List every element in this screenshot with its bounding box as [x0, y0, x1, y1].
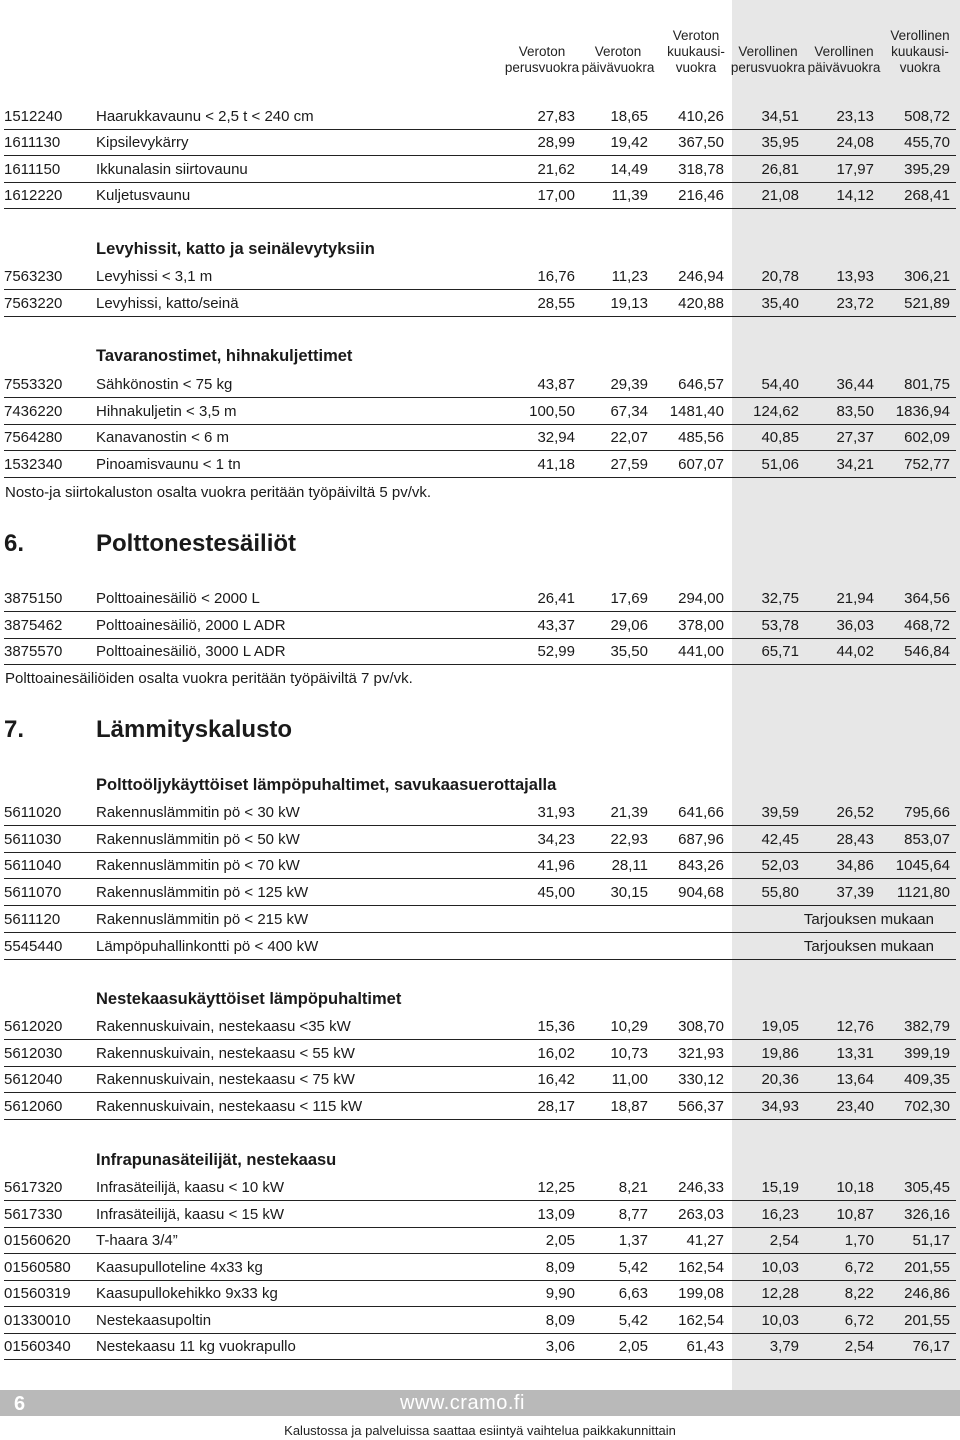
item-name: Kaasupullokehikko 9x33 kg — [96, 1285, 278, 1302]
price-cell: 321,93 — [678, 1044, 724, 1062]
price-cell: 22,07 — [610, 429, 648, 446]
price-cell: 409,35 — [904, 1071, 950, 1088]
price-cell: 420,88 — [678, 295, 724, 312]
price-cell: 34,51 — [761, 108, 799, 125]
price-cell: 44,02 — [836, 643, 874, 660]
item-name: Lämpöpuhallinkontti pö < 400 kW — [96, 937, 319, 955]
website-url: www.cramo.fi — [400, 1392, 525, 1414]
price-cell: 11,00 — [611, 1071, 648, 1088]
price-cell: 395,29 — [904, 160, 950, 178]
price-cell: 162,54 — [678, 1258, 724, 1276]
price-cell: 5,42 — [618, 1258, 648, 1276]
price-cell: 22,93 — [610, 830, 648, 848]
price-cell: 10,29 — [610, 1018, 648, 1035]
price-cell: 8,22 — [844, 1285, 874, 1302]
item-name: Infrasäteilijä, kaasu < 10 kW — [96, 1179, 285, 1196]
price-cell: 5,42 — [618, 1311, 648, 1329]
item-name: Rakennuslämmitin pö < 30 kW — [96, 804, 300, 821]
price-cell: 441,00 — [678, 643, 724, 660]
header-veroton-kuukausivuokra: Veroton kuukausi- vuokra — [667, 28, 725, 75]
price-cell: 35,95 — [761, 134, 799, 152]
item-name: Polttoainesäiliö, 3000 L ADR — [96, 643, 286, 660]
price-cell: 1836,94 — [895, 402, 950, 420]
price-cell: 23,72 — [836, 295, 874, 312]
price-cell: 201,55 — [904, 1311, 950, 1329]
price-cell: 11,23 — [611, 268, 648, 285]
price-cell: 382,79 — [904, 1018, 950, 1035]
price-cell: 13,31 — [836, 1044, 874, 1062]
price-cell: 13,64 — [836, 1071, 874, 1088]
item-code: 01560580 — [4, 1258, 71, 1276]
group-heading-polttooljykayttoiset: Polttoöljykäyttöiset lämpöpuhaltimet, savukaasuerottajalla — [96, 776, 557, 794]
price-cell: 12,76 — [836, 1018, 874, 1035]
table-row — [4, 452, 956, 478]
price-cell: 10,87 — [836, 1205, 874, 1223]
price-cell: 27,59 — [610, 455, 648, 473]
price-cell: 19,05 — [761, 1018, 799, 1035]
item-code: 01330010 — [4, 1311, 71, 1329]
price-cell: 18,87 — [610, 1097, 648, 1115]
price-cell: 55,80 — [761, 883, 799, 901]
price-cell: 19,42 — [610, 134, 648, 152]
price-cell: 32,94 — [537, 429, 575, 446]
section-title-polttonestesailiot: Polttonestesäiliöt — [96, 530, 297, 557]
price-cell: 508,72 — [904, 108, 950, 125]
group-heading-tavaranostimet: Tavaranostimet, hihnakuljettimet — [96, 347, 353, 365]
table-row — [4, 183, 956, 209]
table-row — [4, 853, 956, 879]
item-name: Infrasäteilijä, kaasu < 15 kW — [96, 1205, 285, 1223]
price-cell: 27,37 — [836, 429, 874, 446]
price-cell: 31,93 — [537, 804, 575, 821]
price-cell: 24,08 — [836, 134, 874, 152]
price-cell: 17,97 — [836, 160, 874, 178]
price-cell: 246,86 — [904, 1285, 950, 1302]
price-cell: 199,08 — [678, 1285, 724, 1302]
item-name: Rakennuskuivain, nestekaasu < 75 kW — [96, 1071, 355, 1088]
price-cell: 162,54 — [678, 1311, 724, 1329]
price-cell: 455,70 — [904, 134, 950, 152]
price-cell: 10,03 — [761, 1311, 799, 1329]
price-cell: 566,37 — [678, 1097, 724, 1115]
item-name: Levyhissi < 3,1 m — [96, 268, 213, 285]
item-name: Sähkönostin < 75 kg — [96, 376, 233, 393]
header-verollinen-paivavuokra: Verollinen päivävuokra — [807, 44, 881, 75]
price-cell: 263,03 — [678, 1205, 724, 1223]
item-name: Nestekaasu 11 kg vuokrapullo — [96, 1338, 296, 1355]
table-row — [4, 800, 956, 826]
price-cell: 13,09 — [537, 1205, 575, 1223]
price-cell: 34,93 — [761, 1097, 799, 1115]
item-name: Rakennuskuivain, nestekaasu < 55 kW — [96, 1044, 355, 1062]
price-cell: 17,00 — [537, 186, 575, 204]
price-cell: 61,43 — [686, 1338, 724, 1355]
item-name: Kipsilevykärry — [96, 134, 189, 152]
item-code: 7564280 — [4, 429, 63, 446]
price-cell: 546,84 — [904, 643, 950, 660]
item-name: Haarukkavaunu < 2,5 t < 240 cm — [96, 108, 314, 125]
table-row — [4, 1014, 956, 1040]
item-name: Pinoamisvaunu < 1 tn — [96, 455, 241, 473]
price-cell: 18,65 — [610, 108, 648, 125]
section-number-6: 6. — [4, 530, 25, 557]
price-cell: 246,94 — [678, 268, 724, 285]
table-row — [4, 880, 956, 906]
price-cell: 378,00 — [678, 616, 724, 634]
table-row — [4, 1334, 956, 1360]
section-title-lammityskalusto: Lämmityskalusto — [96, 716, 293, 743]
price-cell: 801,75 — [904, 376, 950, 393]
price-cell: 54,40 — [761, 376, 799, 393]
price-cell: 201,55 — [904, 1258, 950, 1276]
price-cell: 904,68 — [678, 883, 724, 901]
price-cell: 21,39 — [610, 804, 648, 821]
price-cell: 702,30 — [904, 1097, 950, 1115]
price-cell: 29,39 — [610, 376, 648, 393]
item-code: 5611040 — [4, 857, 62, 874]
price-cell: 646,57 — [678, 376, 724, 393]
price-cell: 853,07 — [904, 830, 950, 848]
table-row — [4, 1041, 956, 1067]
price-cell: 43,37 — [537, 616, 575, 634]
item-code: 5612020 — [4, 1018, 63, 1035]
price-cell: 305,45 — [904, 1179, 950, 1196]
note-polttoainesailiot: Polttoainesäiliöiden osalta vuokra peritään työpäiviltä 7 pv/vk. — [5, 670, 413, 687]
price-cell: 29,06 — [610, 616, 648, 634]
price-cell: 2,05 — [545, 1232, 575, 1249]
item-name: T-haara 3/4” — [96, 1232, 178, 1249]
price-cell: 1,70 — [844, 1232, 874, 1249]
price-cell: 53,78 — [761, 616, 799, 634]
price-cell: 15,36 — [537, 1018, 575, 1035]
item-code: 5611070 — [4, 883, 62, 901]
price-cell: 485,56 — [678, 429, 724, 446]
price-cell: 51,06 — [761, 455, 799, 473]
price-cell: 40,85 — [761, 429, 799, 446]
table-row — [4, 1067, 956, 1093]
header-verollinen-kuukausivuokra: Verollinen kuukausi- vuokra — [890, 28, 950, 75]
price-cell: 35,40 — [761, 295, 799, 312]
item-name: Rakennuskuivain, nestekaasu <35 kW — [96, 1018, 351, 1035]
price-by-quote: Tarjouksen mukaan — [803, 937, 934, 955]
price-cell: 26,52 — [836, 804, 874, 821]
item-code: 7553320 — [4, 376, 63, 393]
price-cell: 13,93 — [836, 268, 874, 285]
price-cell: 12,25 — [537, 1179, 575, 1196]
price-cell: 216,46 — [678, 186, 724, 204]
table-row — [4, 1281, 956, 1307]
price-cell: 19,86 — [761, 1044, 799, 1062]
price-cell: 34,21 — [836, 455, 874, 473]
table-row — [4, 157, 956, 183]
item-code: 5545440 — [4, 937, 63, 955]
item-code: 5617330 — [4, 1205, 63, 1223]
price-cell: 28,17 — [537, 1097, 575, 1115]
price-cell: 8,09 — [545, 1258, 575, 1276]
price-cell: 10,73 — [610, 1044, 648, 1062]
item-code: 01560340 — [4, 1338, 71, 1355]
item-code: 3875150 — [4, 590, 63, 607]
table-row — [4, 372, 956, 398]
price-cell: 14,49 — [610, 160, 648, 178]
price-cell: 100,50 — [529, 402, 575, 420]
price-cell: 26,81 — [761, 160, 799, 178]
price-cell: 1,37 — [618, 1232, 648, 1249]
table-row — [4, 399, 956, 425]
price-cell: 20,36 — [761, 1071, 799, 1088]
price-cell: 28,55 — [537, 295, 575, 312]
table-row — [4, 1202, 956, 1228]
item-code: 5612030 — [4, 1044, 63, 1062]
price-cell: 294,00 — [678, 590, 724, 607]
price-cell: 1121,80 — [896, 883, 950, 901]
item-code: 01560620 — [4, 1232, 71, 1249]
price-cell: 21,62 — [537, 160, 575, 178]
item-name: Rakennuskuivain, nestekaasu < 115 kW — [96, 1097, 363, 1115]
header-veroton-perusvuokra: Veroton perusvuokra — [504, 44, 580, 75]
price-cell: 602,09 — [904, 429, 950, 446]
price-cell: 1481,40 — [669, 402, 724, 420]
table-row — [4, 1175, 956, 1201]
footer-disclaimer: Kalustossa ja palveluissa saattaa esiintyä vaihtelua paikkakunnittain — [284, 1423, 676, 1438]
item-name: Rakennuslämmitin pö < 50 kW — [96, 830, 300, 848]
table-row — [4, 934, 956, 960]
price-cell: 6,63 — [618, 1285, 648, 1302]
price-cell: 364,56 — [904, 590, 950, 607]
item-name: Nestekaasupoltin — [96, 1311, 212, 1329]
item-name: Polttoainesäiliö < 2000 L — [96, 590, 260, 607]
price-cell: 21,08 — [761, 186, 799, 204]
price-by-quote: Tarjouksen mukaan — [803, 911, 934, 928]
price-cell: 20,78 — [761, 268, 799, 285]
price-cell: 32,75 — [761, 590, 799, 607]
table-row — [4, 425, 956, 451]
item-name: Hihnakuljetin < 3,5 m — [96, 402, 237, 420]
price-cell: 16,42 — [537, 1071, 575, 1088]
price-cell: 9,90 — [545, 1285, 575, 1302]
price-cell: 367,50 — [678, 134, 724, 152]
item-name: Rakennuslämmitin pö < 215 kW — [96, 911, 309, 928]
price-cell: 52,03 — [761, 857, 799, 874]
price-cell: 3,06 — [545, 1338, 575, 1355]
price-cell: 23,40 — [836, 1097, 874, 1115]
price-cell: 65,71 — [761, 643, 799, 660]
item-code: 5617320 — [4, 1179, 63, 1196]
price-cell: 268,41 — [904, 186, 950, 204]
item-code: 7436220 — [4, 402, 63, 420]
price-cell: 30,15 — [610, 883, 648, 901]
item-code: 5611120 — [4, 911, 61, 928]
item-code: 1612220 — [4, 186, 63, 204]
price-cell: 410,26 — [678, 108, 724, 125]
group-heading-infrapunasateilijat: Infrapunasäteilijät, nestekaasu — [96, 1151, 337, 1169]
section-number-7: 7. — [4, 716, 25, 743]
item-name: Kaasupulloteline 4x33 kg — [96, 1258, 263, 1276]
price-cell: 39,59 — [761, 804, 799, 821]
price-cell: 35,50 — [610, 643, 648, 660]
price-cell: 16,23 — [761, 1205, 799, 1223]
price-cell: 34,86 — [836, 857, 874, 874]
price-cell: 11,39 — [611, 186, 648, 204]
table-row — [4, 291, 956, 317]
item-name: Kanavanostin < 6 m — [96, 429, 230, 446]
table-row — [4, 130, 956, 156]
item-name: Levyhissi, katto/seinä — [96, 295, 239, 312]
price-cell: 23,13 — [836, 108, 874, 125]
price-cell: 306,21 — [904, 268, 950, 285]
price-cell: 14,12 — [836, 186, 874, 204]
price-cell: 34,23 — [537, 830, 575, 848]
price-cell: 28,99 — [537, 134, 575, 152]
price-cell: 16,02 — [537, 1044, 575, 1062]
price-cell: 41,18 — [537, 455, 575, 473]
price-cell: 2,05 — [618, 1338, 648, 1355]
table-row — [4, 639, 956, 665]
table-row — [4, 264, 956, 290]
price-cell: 308,70 — [678, 1018, 724, 1035]
price-cell: 15,19 — [761, 1179, 799, 1196]
table-row — [4, 104, 956, 130]
price-cell: 37,39 — [836, 883, 874, 901]
header-veroton-paivavuokra: Veroton päivävuokra — [581, 44, 655, 75]
item-code: 1611150 — [4, 160, 61, 178]
item-name: Rakennuslämmitin pö < 70 kW — [96, 857, 300, 874]
price-cell: 246,33 — [678, 1179, 724, 1196]
item-name: Ikkunalasin siirtovaunu — [96, 160, 248, 178]
price-cell: 27,83 — [537, 108, 575, 125]
price-cell: 1045,64 — [895, 857, 950, 874]
price-cell: 67,34 — [610, 402, 648, 420]
price-cell: 51,17 — [912, 1232, 950, 1249]
price-cell: 43,87 — [537, 376, 575, 393]
price-cell: 41,96 — [537, 857, 575, 874]
item-code: 5612040 — [4, 1071, 63, 1088]
table-row — [4, 907, 956, 933]
price-cell: 687,96 — [678, 830, 724, 848]
price-cell: 607,07 — [678, 455, 724, 473]
price-cell: 399,19 — [904, 1044, 950, 1062]
price-cell: 36,44 — [836, 376, 874, 393]
table-row — [4, 827, 956, 853]
price-cell: 26,41 — [537, 590, 575, 607]
price-cell: 641,66 — [678, 804, 724, 821]
price-cell: 10,03 — [761, 1258, 799, 1276]
price-cell: 41,27 — [686, 1232, 724, 1249]
price-cell: 843,26 — [678, 857, 724, 874]
price-cell: 76,17 — [912, 1338, 950, 1355]
table-row — [4, 586, 956, 612]
item-name: Rakennuslämmitin pö < 125 kW — [96, 883, 309, 901]
note-nosto-siirtokalusto: Nosto-ja siirtokaluston osalta vuokra peritään työpäiviltä 5 pv/vk. — [5, 484, 432, 501]
price-cell: 21,94 — [836, 590, 874, 607]
price-cell: 16,76 — [537, 268, 575, 285]
table-row — [4, 1308, 956, 1334]
price-cell: 3,79 — [769, 1338, 799, 1355]
page-number: 6 — [14, 1393, 26, 1415]
price-cell: 52,99 — [537, 643, 575, 660]
item-code: 5611030 — [4, 830, 62, 848]
price-cell: 8,77 — [618, 1205, 648, 1223]
price-cell: 124,62 — [753, 402, 799, 420]
price-cell: 28,43 — [836, 830, 874, 848]
table-row — [4, 613, 956, 639]
price-cell: 28,11 — [611, 857, 648, 874]
price-cell: 42,45 — [761, 830, 799, 848]
item-name: Kuljetusvaunu — [96, 186, 191, 204]
price-cell: 17,69 — [610, 590, 648, 607]
item-code: 01560319 — [4, 1285, 71, 1302]
price-cell: 330,12 — [678, 1071, 724, 1088]
price-cell: 36,03 — [836, 616, 874, 634]
item-code: 1532340 — [4, 455, 63, 473]
item-code: 5611020 — [4, 804, 62, 821]
item-name: Polttoainesäiliö, 2000 L ADR — [96, 616, 286, 634]
price-cell: 10,18 — [836, 1179, 874, 1196]
price-cell: 8,09 — [545, 1311, 575, 1329]
group-heading-levyhissit: Levyhissit, katto ja seinälevytyksiin — [96, 240, 375, 258]
table-row — [4, 1255, 956, 1281]
price-cell: 752,77 — [904, 455, 950, 473]
item-code: 3875570 — [4, 643, 63, 660]
item-code: 5612060 — [4, 1097, 63, 1115]
price-cell: 12,28 — [761, 1285, 799, 1302]
price-cell: 2,54 — [769, 1232, 799, 1249]
price-cell: 45,00 — [537, 883, 575, 901]
table-row — [4, 1094, 956, 1120]
table-row — [4, 1228, 956, 1254]
item-code: 7563220 — [4, 295, 63, 312]
price-cell: 2,54 — [844, 1338, 874, 1355]
item-code: 1611130 — [4, 134, 61, 152]
item-code: 1512240 — [4, 108, 63, 125]
price-cell: 83,50 — [836, 402, 874, 420]
item-code: 7563230 — [4, 268, 63, 285]
price-cell: 326,16 — [904, 1205, 950, 1223]
price-cell: 318,78 — [678, 160, 724, 178]
group-heading-nestekaasukayttoiset: Nestekaasukäyttöiset lämpöpuhaltimet — [96, 990, 402, 1008]
price-cell: 795,66 — [904, 804, 950, 821]
price-cell: 19,13 — [610, 295, 648, 312]
price-cell: 468,72 — [904, 616, 950, 634]
price-cell: 8,21 — [618, 1179, 648, 1196]
item-code: 3875462 — [4, 616, 63, 634]
price-cell: 521,89 — [904, 295, 950, 312]
price-cell: 6,72 — [844, 1258, 874, 1276]
header-verollinen-perusvuokra: Verollinen perusvuokra — [730, 44, 806, 75]
price-cell: 6,72 — [844, 1311, 874, 1329]
